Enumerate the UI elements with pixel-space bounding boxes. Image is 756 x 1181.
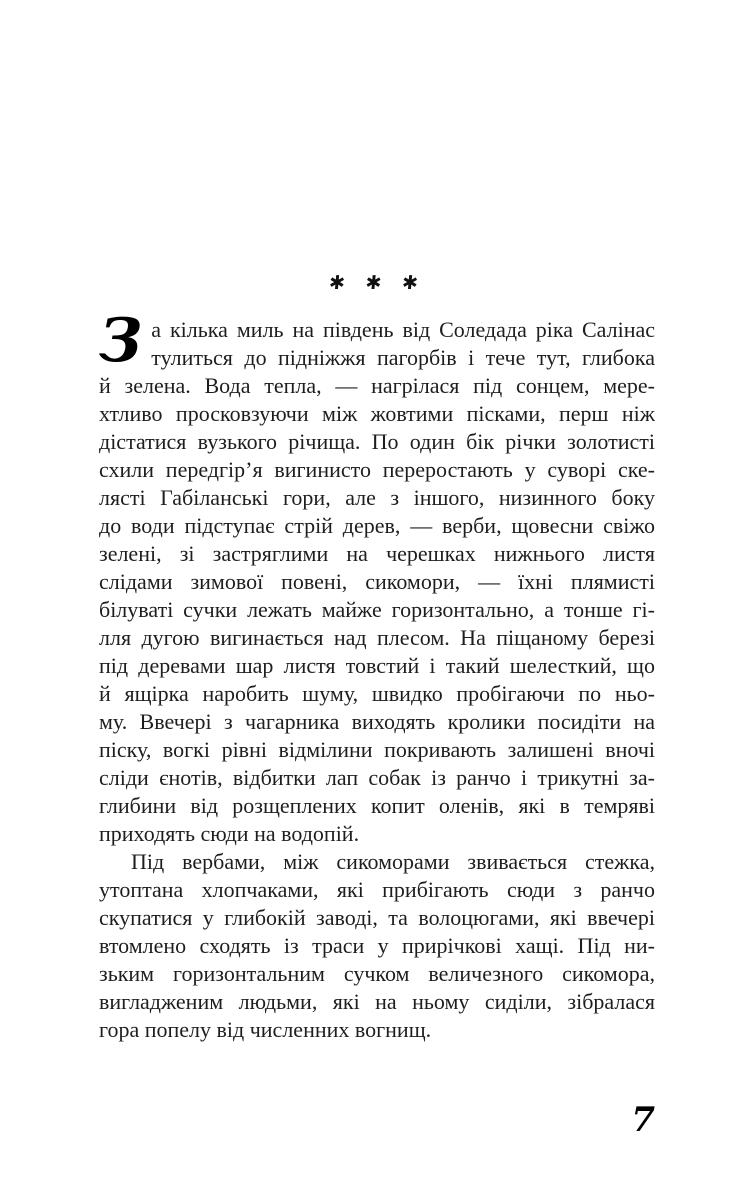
text-line: гора попелу від численних вогнищ. [99,1017,432,1042]
text-line: а кілька миль на південь від Соледада ріка Салінас [151,317,655,342]
paragraph [99,306,655,848]
text-line: втомлено сходять із траси у прирічкові хащі. Під ни- [99,933,655,958]
text-line: зелені, зі застряглими на черешках нижнього листя [99,541,655,566]
text-line: слідами зимової повені, сикомори, — їхні плямисті [99,569,655,594]
section-break-ornament: ✱ ✱ ✱ [328,272,426,294]
text-line: хтливо просковзуючи між жовтими пісками, перш ніж [99,401,655,426]
text-block [99,306,655,1044]
text-line: Під вербами, між сикоморами звивається стежка, [131,849,655,874]
text-line: приходять сюди на водопій. [99,821,360,846]
text-line: скупатися у глибокій заводі, та волоцюгами, які ввечері [99,905,655,930]
text-line: му. Ввечері з чагарника виходять кролики посидіти на [99,709,655,734]
text-line: білуваті сучки лежать майже горизонтально, а тонше гі- [99,597,655,622]
text-line: схили передгір’я вигинисто переростають у суворі ске- [99,457,655,482]
text-line: й ящірка наробить шуму, швидко пробігаючи по ньо- [99,681,655,706]
text-line: глибини від розщеплених копит оленів, які в темряві [99,793,655,818]
text-line: дістатися вузького річища. По один бік річки золотисті [99,429,655,454]
text-line: утоптана хлопчаками, які прибігають сюди з ранчо [99,877,655,902]
text-line: під деревами шар листя товстий і такий шелесткий, що [99,653,655,678]
text-line: вигладженим людьми, які на ньому сиділи, зібралася [99,989,655,1014]
text-line: піску, вогкі рівні відмілини покривають залишені вночі [99,737,655,762]
paragraph [99,848,655,1044]
text-line: й зелена. Вода тепла, — нагрілася під сонцем, мере- [99,373,655,398]
text-line: лясті Габіланські гори, але з іншого, низинного боку [99,485,655,510]
text-line: зьким горизонтальним сучком величезного сикомора, [99,961,655,986]
page-number: 7 [631,1100,655,1140]
text-line: сліди єнотів, відбитки лап собак із ранчо і трикутні за- [99,765,655,790]
text-line: лля дугою вигинається над плесом. На піщаному березі [99,625,655,650]
text-line: до води підступає стрій дерев, — верби, щовесни свіжо [99,513,655,538]
text-line: тулиться до підніжжя пагорбів і тече тут, глибока [151,345,655,370]
drop-cap: З [99,306,143,376]
